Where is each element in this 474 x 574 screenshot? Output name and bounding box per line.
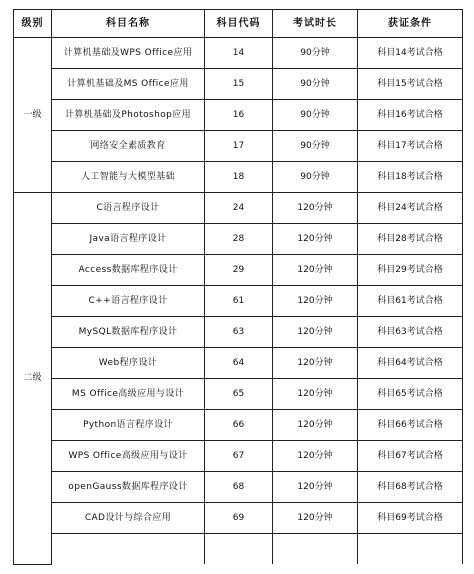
subject-code-cell: 29 [205,255,273,286]
exam-duration-cell: 120分钟 [273,472,358,503]
exam-duration-cell: 120分钟 [273,224,358,255]
subject-name-cell: Web程序设计 [52,348,205,379]
certificate-condition-cell: 科目14考试合格 [358,38,463,69]
exam-duration-cell: 90分钟 [273,100,358,131]
table-row [14,131,463,162]
empty-cell [358,534,463,565]
table-row [14,38,463,69]
subject-code-cell: 64 [205,348,273,379]
certificate-condition-cell: 科目68考试合格 [358,472,463,503]
exam-duration-cell: 120分钟 [273,410,358,441]
subject-code-cell: 28 [205,224,273,255]
level-cell: 二级 [14,193,52,565]
table-row [14,503,463,534]
certificate-condition-cell: 科目29考试合格 [358,255,463,286]
subject-name-cell: Java语言程序设计 [52,224,205,255]
header-subject-code: 科目代码 [205,10,273,38]
subject-name-cell: Access数据库程序设计 [52,255,205,286]
certificate-condition-cell: 科目16考试合格 [358,100,463,131]
subject-name-cell: 计算机基础及MS Office应用 [52,69,205,100]
exam-duration-cell: 90分钟 [273,131,358,162]
subject-code-cell: 61 [205,286,273,317]
table-row [14,193,463,224]
exam-subject-table [13,9,463,565]
table-row [14,162,463,193]
table-row [14,224,463,255]
table-row [14,100,463,131]
subject-name-cell: WPS Office高级应用与设计 [52,441,205,472]
table-row [14,255,463,286]
exam-duration-cell: 120分钟 [273,441,358,472]
table-row [14,441,463,472]
subject-name-cell: C++语言程序设计 [52,286,205,317]
table-row [14,472,463,503]
table-header [14,10,463,38]
subject-name-cell: Python语言程序设计 [52,410,205,441]
exam-duration-cell: 120分钟 [273,193,358,224]
exam-duration-cell: 90分钟 [273,69,358,100]
subject-code-cell: 15 [205,69,273,100]
certificate-condition-cell: 科目66考试合格 [358,410,463,441]
table-body [14,38,463,565]
subject-code-cell: 67 [205,441,273,472]
subject-name-cell: 人工智能与大模型基础 [52,162,205,193]
subject-code-cell: 16 [205,100,273,131]
subject-name-cell: 网络安全素质教育 [52,131,205,162]
certificate-condition-cell: 科目67考试合格 [358,441,463,472]
certificate-condition-cell: 科目64考试合格 [358,348,463,379]
subject-code-cell: 14 [205,38,273,69]
header-certificate-condition: 获证条件 [358,10,463,38]
table-row [14,69,463,100]
certificate-condition-cell: 科目61考试合格 [358,286,463,317]
subject-code-cell: 69 [205,503,273,534]
subject-code-cell: 63 [205,317,273,348]
exam-duration-cell: 120分钟 [273,379,358,410]
table-row [14,348,463,379]
subject-name-cell: openGauss数据库程序设计 [52,472,205,503]
table-row [14,317,463,348]
certificate-condition-cell: 科目15考试合格 [358,69,463,100]
level-cell: 一级 [14,38,52,193]
empty-cell [205,534,273,565]
empty-cell [52,534,205,565]
exam-duration-cell: 120分钟 [273,255,358,286]
certificate-condition-cell: 科目17考试合格 [358,131,463,162]
subject-code-cell: 18 [205,162,273,193]
subject-code-cell: 68 [205,472,273,503]
certificate-condition-cell: 科目63考试合格 [358,317,463,348]
subject-name-cell: CAD设计与综合应用 [52,503,205,534]
certificate-condition-cell: 科目69考试合格 [358,503,463,534]
header-row [14,10,463,38]
exam-duration-cell: 120分钟 [273,317,358,348]
table-row-partial [14,534,463,565]
table-row [14,410,463,441]
exam-duration-cell: 90分钟 [273,38,358,69]
exam-duration-cell: 120分钟 [273,503,358,534]
table-row [14,286,463,317]
subject-code-cell: 66 [205,410,273,441]
header-level: 级别 [14,10,52,38]
certificate-condition-cell: 科目28考试合格 [358,224,463,255]
certificate-condition-cell: 科目65考试合格 [358,379,463,410]
subject-name-cell: MS Office高级应用与设计 [52,379,205,410]
exam-duration-cell: 120分钟 [273,286,358,317]
certificate-condition-cell: 科目18考试合格 [358,162,463,193]
subject-code-cell: 17 [205,131,273,162]
subject-name-cell: 计算机基础及WPS Office应用 [52,38,205,69]
header-exam-duration: 考试时长 [273,10,358,38]
exam-duration-cell: 90分钟 [273,162,358,193]
certificate-condition-cell: 科目24考试合格 [358,193,463,224]
exam-duration-cell: 120分钟 [273,348,358,379]
subject-code-cell: 65 [205,379,273,410]
empty-cell [273,534,358,565]
subject-name-cell: C语言程序设计 [52,193,205,224]
subject-name-cell: 计算机基础及Photoshop应用 [52,100,205,131]
header-subject-name: 科目名称 [52,10,205,38]
subject-code-cell: 24 [205,193,273,224]
subject-name-cell: MySQL数据库程序设计 [52,317,205,348]
table-row [14,379,463,410]
